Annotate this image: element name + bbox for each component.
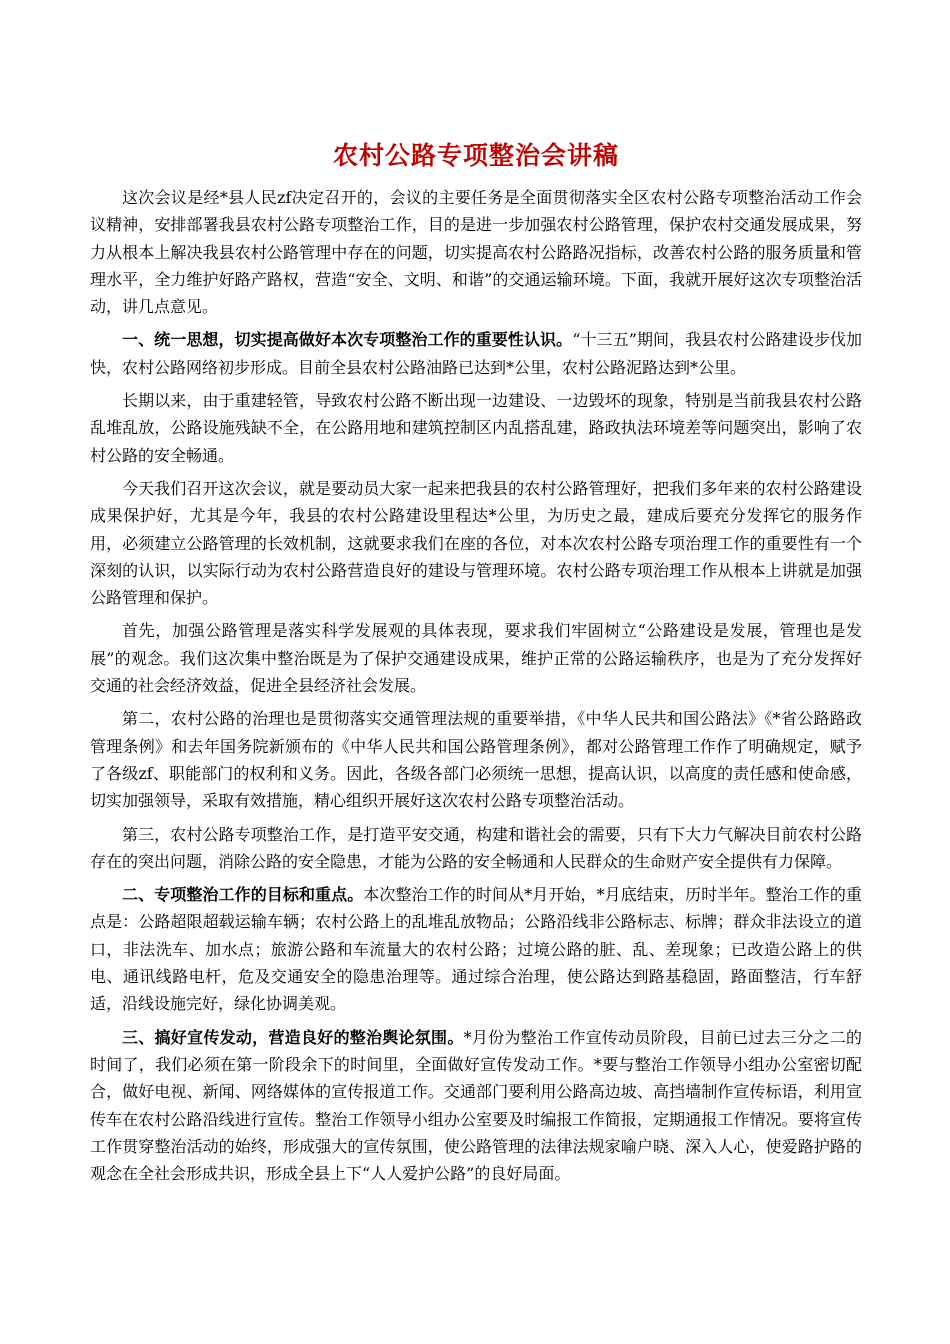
paragraph-body [90,705,862,814]
paragraph-section-3 [90,1024,862,1188]
paragraph-body [90,475,862,611]
paragraph-section-2 [90,881,862,1017]
paragraph-text: 第三，农村公路专项整治工作，是打造平安交通，构建和谐社会的需要，只有下大力气解决目前农村公路存在的突出问题，消除公路的安全隐患，才能为公路的安全畅通和人民群众的生命财产安全提供有力保障。 [90,824,862,871]
paragraph-body [90,617,862,699]
paragraph-text: 长期以来，由于重建轻管，导致农村公路不断出现一边建设、一边毁坏的现象，特别是当前我县农村公路乱堆乱放，公路设施残缺不全，在公路用地和建筑控制区内乱搭乱建，路政执法环境差等问题突出，影响了农村公路的安全畅通。 [90,391,862,465]
section-heading: 二、专项整治工作的目标和重点。 [122,885,364,905]
paragraph-body [90,821,862,876]
section-heading: 一、统一思想，切实提高做好本次专项整治工作的重要性认识。 [122,330,573,350]
paragraph-text: 第二，农村公路的治理也是贯彻落实交通管理法规的重要举措，《中华人民共和国公路法》《*省公路路政管理条例》和去年国务院新颁布的《中华人民共和国公路管理条例》，都对公路管理工作作了明确规定，赋予了各级zf、职能部门的权利和义务。因此，各级各部门必须统一思想，提高认识，以高度的责任感和使命感，切实加强领导，采取有效措施，精心组织开展好这次农村公路专项整治活动。 [90,709,862,811]
paragraph-intro [90,184,862,320]
paragraph-body [90,387,862,469]
paragraph-text: “十三五”期间，我县农村公路建设步伐加快，农村公路网络初步形成。目前全县农村公路油路已达到*公里，农村公路泥路达到*公里。 [90,330,862,377]
paragraph-text: 首先，加强公路管理是落实科学发展观的具体表现，要求我们牢固树立“公路建设是发展，管理也是发展”的观念。我们这次集中整治既是为了保护交通建设成果，维护正常的公路运输秩序，也是为了充分发挥好交通的社会经济效益，促进全县经济社会发展。 [90,621,862,696]
section-heading: 三、搞好宣传发动，营造良好的整治舆论氛围。 [122,1027,464,1047]
paragraph-text: 今天我们召开这次会议，就是要动员大家一起来把我县的农村公路管理好，把我们多年来的农村公路建设成果保护好，尤其是今年，我县的农村公路建设里程达*公里，为历史之最，建成后要充分发挥它的服务作用，必须建立公路管理的长效机制，这就要求我们在座的各位，对本次农村公路专项治理工作的重要性有一个深刻的认识，以实际行动为农村公路营造良好的建设与管理环境。农村公路专项治理工作从根本上讲就是加强公路管理和保护。 [90,478,862,608]
paragraph-text: 这次会议是经*县人民zf决定召开的，会议的主要任务是全面贯彻落实全区农村公路专项整治活动工作会议精神，安排部署我县农村公路专项整治工作，目的是进一步加强农村公路管理，保护农村交通发展成果，努力从根本上解决我县农村公路管理中存在的问题，切实提高农村公路路况指标，改善农村公路的服务质量和管理水平，全力维护好路产路权，营造“安全、文明、和谐”的交通运输环境。下面，我就开展好这次专项整治活动，讲几点意见。 [90,188,862,317]
paragraph-section-1 [90,326,862,381]
document-title: 农村公路专项整治会讲稿 [332,141,619,170]
paragraph-text: 本次整治工作的时间从*月开始，*月底结束，历时半年。整治工作的重点是：公路超限超载运输车辆；农村公路上的乱堆乱放物品；公路沿线非公路标志、标牌；群众非法设立的道口，非法洗车、加水点；旅游公路和车流量大的农村公路；过境公路的脏、乱、差现象；已改造公路上的供电、通讯线路电杆，危及交通安全的隐患治理等。通过综合治理，使公路达到路基稳固，路面整洁，行车舒适，沿线设施完好，绿化协调美观。 [90,885,862,1014]
paragraph-text: *月份为整治工作宣传动员阶段，目前已过去三分之二的时间了，我们必须在第一阶段余下的时间里，全面做好宣传发动工作。*要与整治工作领导小组办公室密切配合，做好电视、新闻、网络媒体的宣传报道工作。交通部门要利用公路高边坡、高挡墙制作宣传标语，利用宣传车在农村公路沿线进行宣传。整治工作领导小组办公室要及时编报工作简报，定期通报工作情况。要将宣传工作贯穿整治活动的始终，形成强大的宣传氛围，使公路管理的法律法规家喻户晓、深入人心，使爱路护路的观念在全社会形成共识，形成全县上下“人人爱护公路”的良好局面。 [90,1027,862,1184]
